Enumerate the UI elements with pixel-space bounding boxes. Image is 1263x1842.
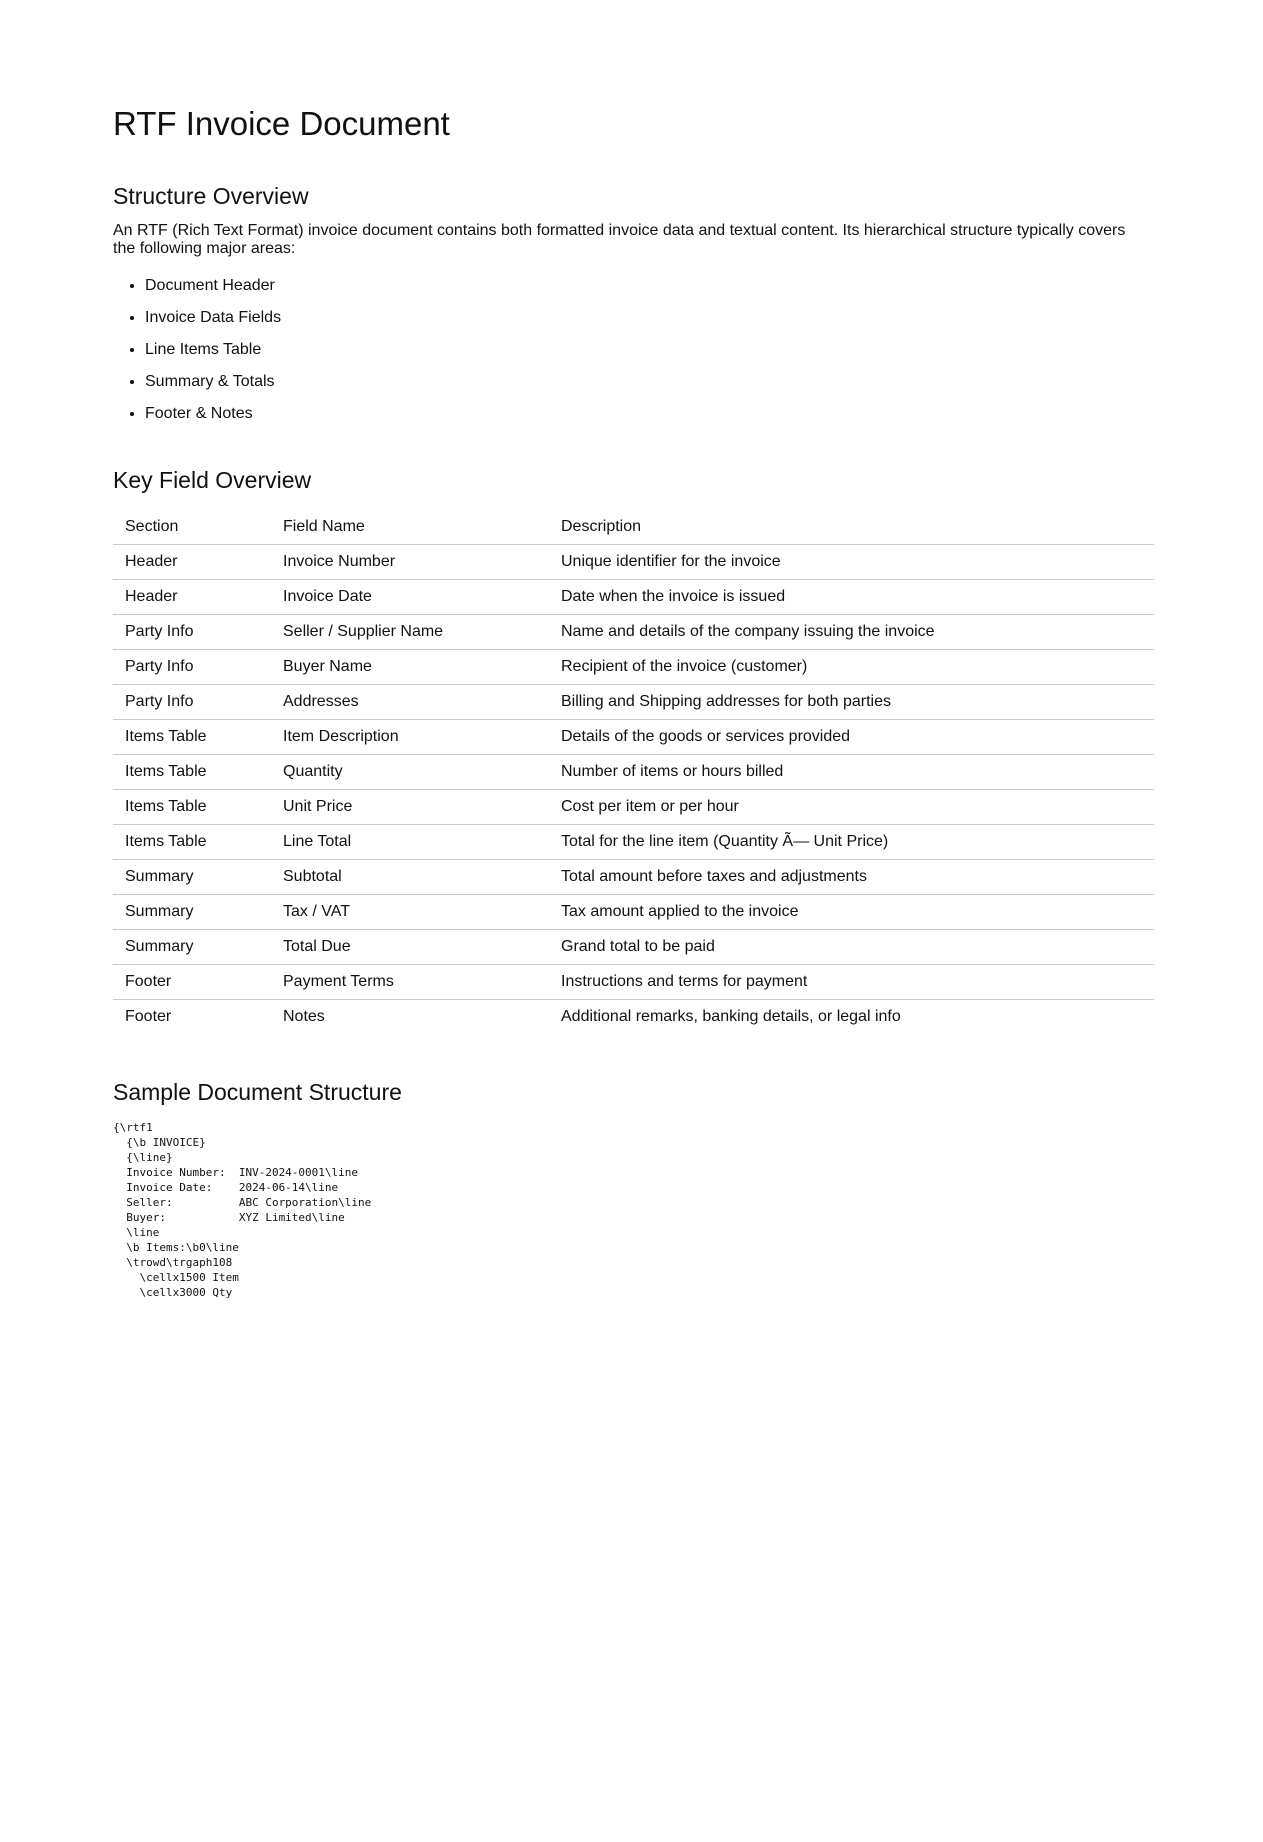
cell-field-name: Invoice Date xyxy=(271,580,549,615)
cell-description: Additional remarks, banking details, or legal info xyxy=(561,1008,901,1025)
table-header-row xyxy=(113,510,1154,545)
list-item: • Line Items Table xyxy=(145,340,1150,360)
cell-description: Tax amount applied to the invoice xyxy=(549,895,1154,930)
cell-section: Items Table xyxy=(113,790,271,825)
cell-field-name: Item Description xyxy=(271,720,549,755)
cell-field-name: Line Total xyxy=(271,825,549,860)
cell-field-name: Addresses xyxy=(271,685,549,720)
cell-section: Items Table xyxy=(113,720,271,755)
cell-section: Summary xyxy=(113,895,271,930)
table-row xyxy=(113,720,1154,755)
cell-description: Name and details of the company issuing the invoice xyxy=(549,615,1154,650)
cell-field-name: Unit Price xyxy=(271,790,549,825)
list-item: • Document Header xyxy=(145,276,1150,296)
list-item: • Invoice Data Fields xyxy=(145,308,1150,328)
cell-field-name: Total Due xyxy=(271,930,549,965)
table-row xyxy=(113,860,1154,895)
table-row xyxy=(113,825,1154,860)
cell-description: Total amount before taxes and adjustments xyxy=(549,860,1154,895)
cell-section: Party Info xyxy=(113,650,271,685)
cell-field-name: Invoice Number xyxy=(271,545,549,580)
major-areas-list xyxy=(113,276,1150,424)
table-row xyxy=(113,965,1154,1000)
cell-section: Party Info xyxy=(113,685,271,720)
column-header-field-name: Field Name xyxy=(271,510,549,545)
key-fields-table xyxy=(113,510,1154,1034)
table-row xyxy=(113,615,1154,650)
cell-field-name: Quantity xyxy=(271,755,549,790)
cell-field-name: Notes xyxy=(283,1008,325,1025)
column-header-description: Description xyxy=(549,510,1154,545)
table-row xyxy=(113,650,1154,685)
table-row xyxy=(113,895,1154,930)
structure-overview-heading: Structure Overview xyxy=(113,183,309,209)
cell-section: Party Info xyxy=(113,615,271,650)
cell-section: Footer xyxy=(125,1008,172,1025)
table-row xyxy=(113,685,1154,720)
cell-section: Items Table xyxy=(113,825,271,860)
cell-section: Header xyxy=(113,545,271,580)
cell-description: Number of items or hours billed xyxy=(549,755,1154,790)
cell-field-name: Payment Terms xyxy=(271,965,549,1000)
table-row xyxy=(113,545,1154,580)
cell-section: Summary xyxy=(113,860,271,895)
table-body xyxy=(113,545,1154,1035)
cell-section: Items Table xyxy=(113,755,271,790)
cell-section: Header xyxy=(113,580,271,615)
list-item: • Summary & Totals xyxy=(145,372,1150,392)
structure-intro-paragraph: An RTF (Rich Text Format) invoice document contains both formatted invoice data and textual content. Its hierarchical structure typically covers the following major areas: xyxy=(113,222,1126,257)
table-row xyxy=(113,930,1154,965)
sample-structure-heading: Sample Document Structure xyxy=(113,1079,402,1105)
table-row xyxy=(113,790,1154,825)
table-row xyxy=(113,1000,1154,1035)
table-row xyxy=(113,755,1154,790)
cell-field-name: Seller / Supplier Name xyxy=(271,615,549,650)
cell-description: Total for the line item (Quantity Ã— Unit Price) xyxy=(549,825,1154,860)
cell-field-name: Tax / VAT xyxy=(271,895,549,930)
cell-description: Unique identifier for the invoice xyxy=(549,545,1154,580)
rtf-code-sample: {\rtf1 {\b INVOICE} {\line} Invoice Number: INV-2024-0001\line Invoice Date: 2024-06-14\line Seller: ABC Corporation\line Buyer: XYZ Limited\line \line \b Items:\b0\line \trowd\trgaph108 \cellx1500 Item \cellx3000 Qty xyxy=(113,1121,372,1299)
cell-description: Instructions and terms for payment xyxy=(549,965,1154,1000)
cell-description: Billing and Shipping addresses for both parties xyxy=(549,685,1154,720)
key-field-overview-heading: Key Field Overview xyxy=(113,467,312,493)
column-header-section: Section xyxy=(113,510,271,545)
list-item: • Footer & Notes xyxy=(145,404,1150,424)
key-field-overview-section xyxy=(113,466,1150,1034)
structure-overview-section xyxy=(113,182,1150,424)
cell-description: Date when the invoice is issued xyxy=(549,580,1154,615)
cell-description: Cost per item or per hour xyxy=(549,790,1154,825)
sample-structure-section xyxy=(113,1078,1150,1300)
cell-section: Summary xyxy=(113,930,271,965)
table-row xyxy=(113,580,1154,615)
cell-description: Recipient of the invoice (customer) xyxy=(549,650,1154,685)
page-title: RTF Invoice Document xyxy=(113,105,450,142)
cell-section: Footer xyxy=(113,965,271,1000)
cell-description: Grand total to be paid xyxy=(549,930,1154,965)
cell-field-name: Subtotal xyxy=(271,860,549,895)
cell-description: Details of the goods or services provided xyxy=(549,720,1154,755)
cell-field-name: Buyer Name xyxy=(271,650,549,685)
